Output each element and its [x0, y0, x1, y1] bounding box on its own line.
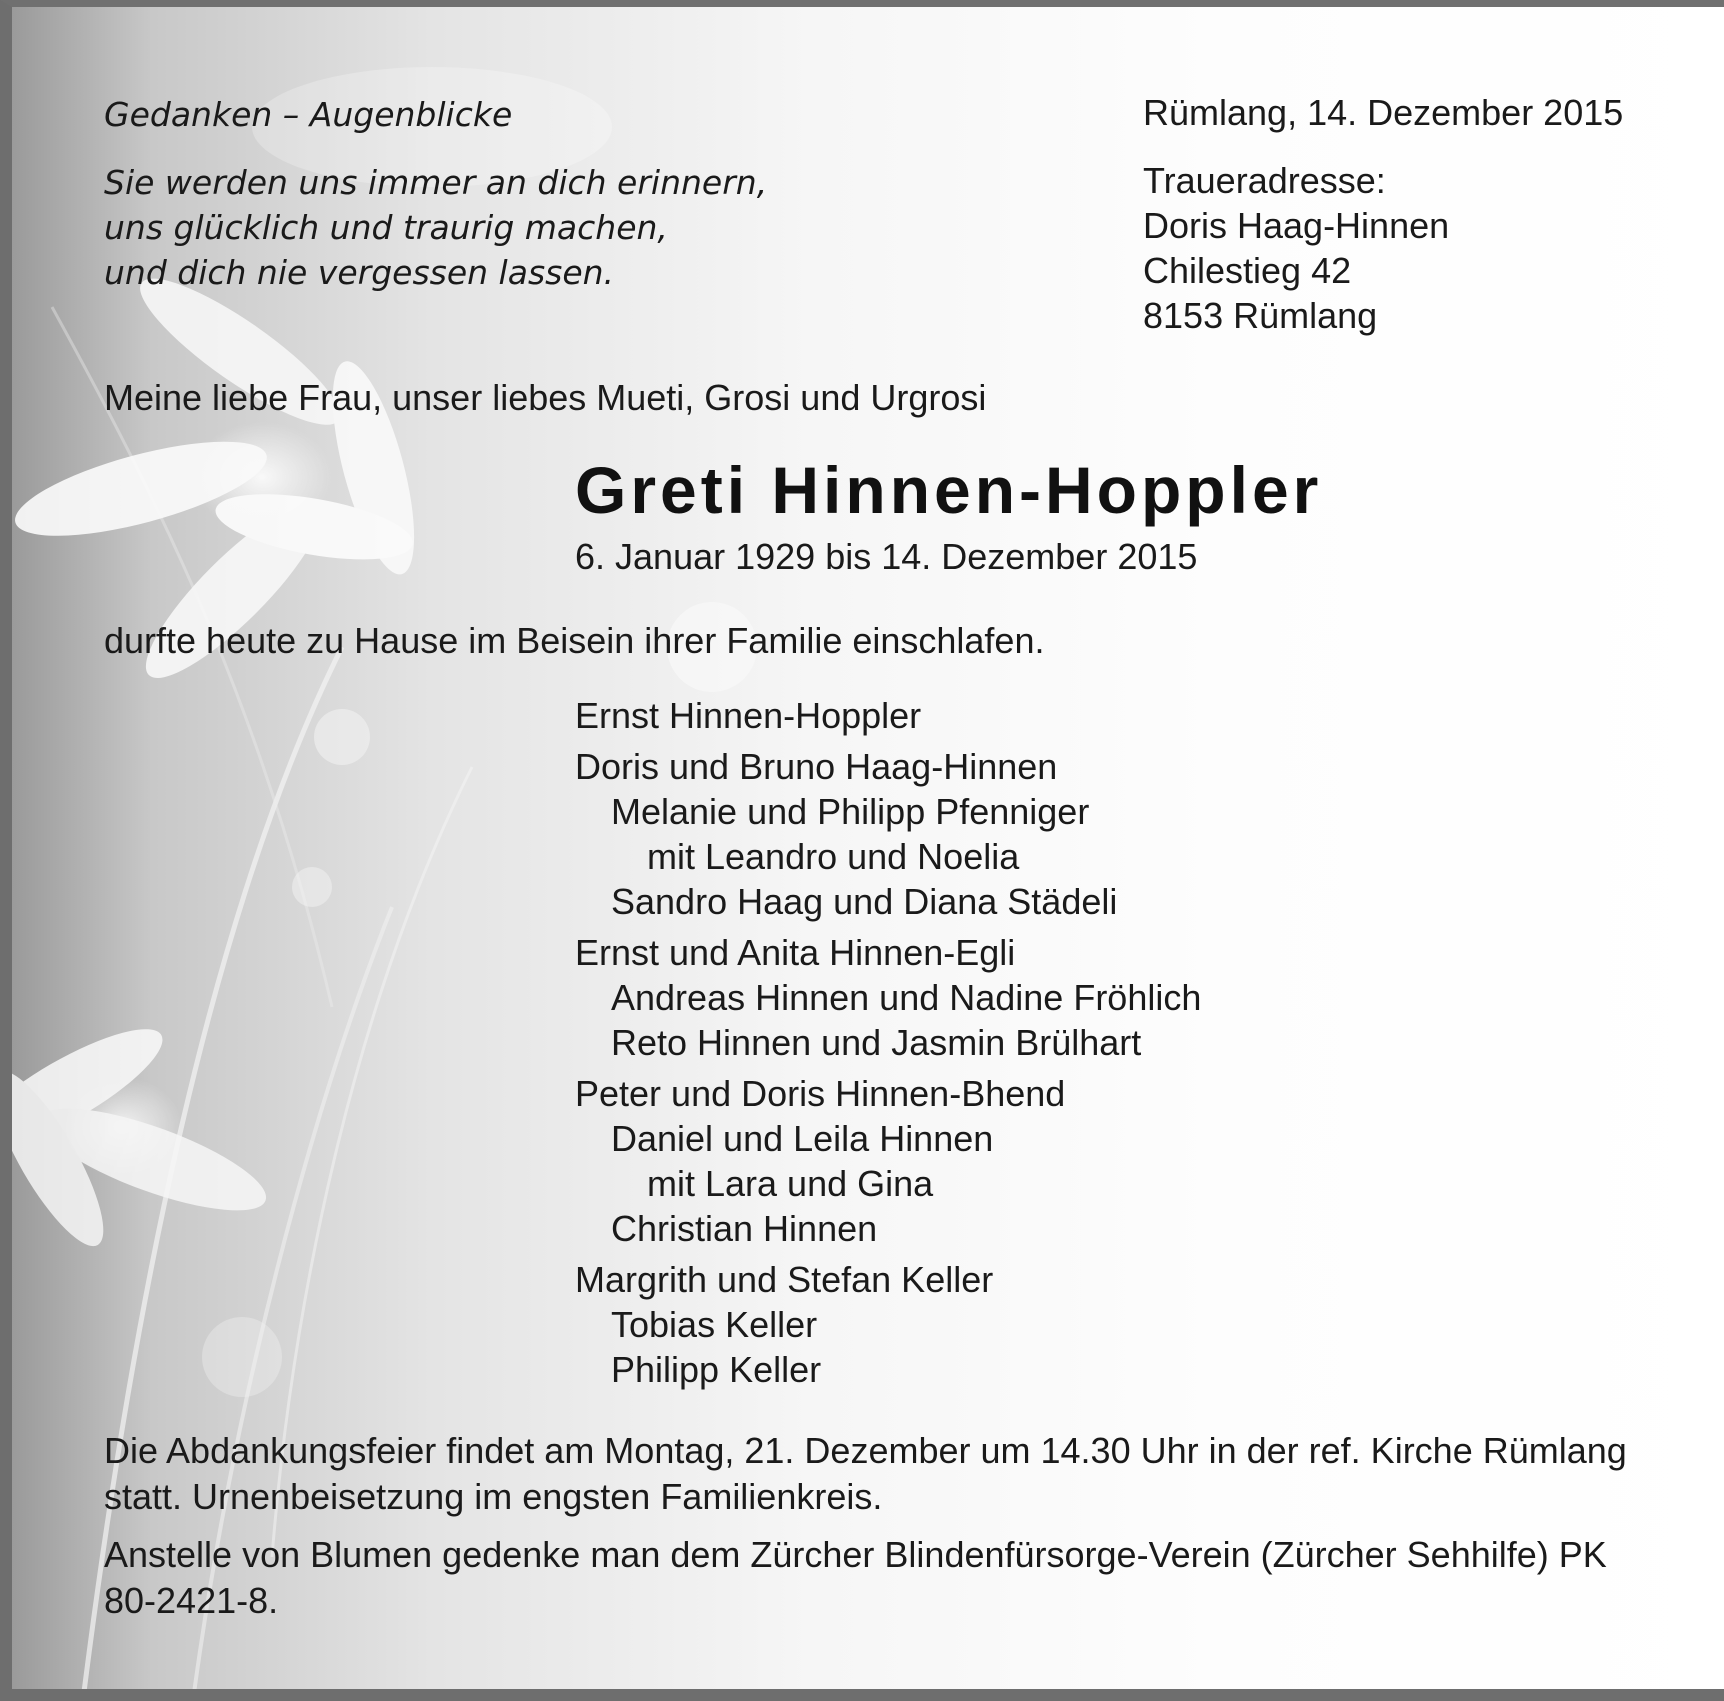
- motto-line: uns glücklich und traurig machen,: [104, 208, 668, 247]
- address-name: Doris Haag-Hinnen: [1143, 205, 1450, 246]
- motto-title: Gedanken – Augenblicke: [104, 95, 513, 134]
- statement-text: durfte heute zu Hause im Beisein ihrer Familie einschlafen.: [104, 620, 1045, 661]
- family-member: Doris und Bruno Haag-Hinnen: [575, 746, 1058, 787]
- place-date: Rümlang, 14. Dezember 2015: [1143, 92, 1624, 133]
- family-member: Daniel und Leila Hinnen: [611, 1118, 994, 1159]
- family-member: Reto Hinnen und Jasmin Brülhart: [611, 1022, 1142, 1063]
- ceremony-text: Die Abdankungsfeier findet am Montag, 21. Dezember um 14.30 Uhr in der ref. Kirche Rümlang statt. Urnenbeisetzung im engsten Familienkreis.: [104, 1430, 1627, 1517]
- family-member: Christian Hinnen: [611, 1208, 878, 1249]
- family-member: Andreas Hinnen und Nadine Fröhlich: [611, 977, 1202, 1018]
- family-member: Philipp Keller: [611, 1349, 822, 1390]
- motto-line: und dich nie vergessen lassen.: [104, 253, 615, 292]
- family-member: Tobias Keller: [611, 1304, 818, 1345]
- family-member: Peter und Doris Hinnen-Bhend: [575, 1073, 1066, 1114]
- deceased-name: Greti Hinnen-Hoppler: [575, 453, 1323, 527]
- intro-text: Meine liebe Frau, unser liebes Mueti, Grosi und Urgrosi: [104, 377, 987, 418]
- family-member: Ernst Hinnen-Hoppler: [575, 695, 922, 736]
- family-member: Ernst und Anita Hinnen-Egli: [575, 932, 1016, 973]
- life-dates: 6. Januar 1929 bis 14. Dezember 2015: [575, 536, 1198, 577]
- motto-line: Sie werden uns immer an dich erinnern,: [104, 163, 768, 202]
- address-city: 8153 Rümlang: [1143, 295, 1378, 336]
- family-member: Sandro Haag und Diana Städeli: [611, 881, 1118, 922]
- family-member: mit Leandro und Noelia: [647, 836, 1020, 877]
- family-member: Melanie und Philipp Pfenniger: [611, 791, 1090, 832]
- family-member: Margrith und Stefan Keller: [575, 1259, 994, 1300]
- family-member: mit Lara und Gina: [647, 1163, 934, 1204]
- family-list: [575, 693, 1201, 1392]
- address-street: Chilestieg 42: [1143, 250, 1352, 291]
- address-label: Traueradresse:: [1143, 160, 1386, 201]
- donation-text: Anstelle von Blumen gedenke man dem Zürcher Blindenfürsorge-Verein (Zürcher Sehhilfe) PK 80-2421-8.: [104, 1534, 1607, 1621]
